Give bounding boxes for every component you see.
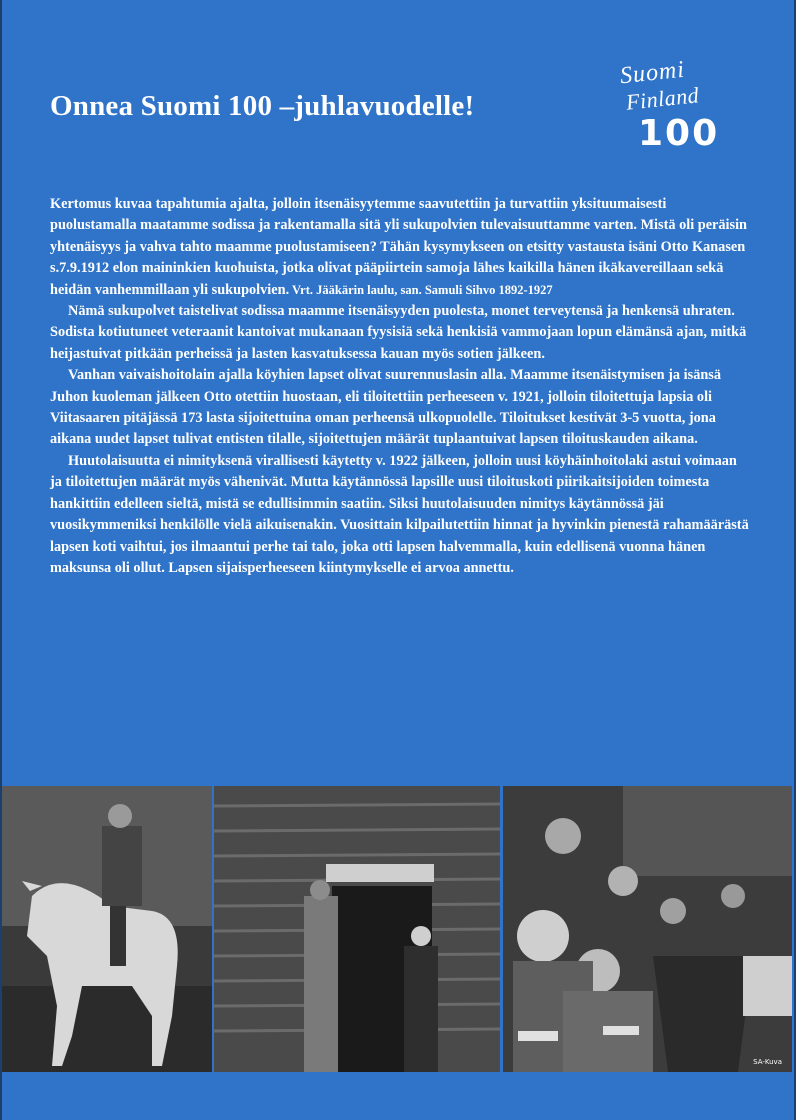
paragraph-text: Kertomus kuvaa tapahtumia ajalta, jolloin itsenäisyytemme saavutettiin ja turvattiin yksituumaisesti puolustamalla maatamme sodissa ja rakentamalla sitä yli sukupolvien tulevaisuuttamme varten. Mistä oli peräisin yhtenäisyys ja vahva tahto maamme puolustamiseen? Tähän kysymykseen on etsitty vastausta isäni Otto Kanasen s.7.9.1912 elon maininkien kuohuista, jotka olivat pääpiirtein samoja lähes kaikilla hänen ikäkavereillaan sekä heidän vanhemmillaan yli sukupolvien. bbox=[50, 196, 747, 298]
photo-strip bbox=[0, 786, 796, 1076]
paragraph: Nämä sukupolvet taistelivat sodissa maamme itsenäisyyden puolesta, monet terveytensä ja henkensä uhraten. Sodista kotiutuneet veteraanit kantoivat mukanaan fyysisiä sekä henkisiä vammojaan lopun elämänsä ajan, mitkä heijastuivat pitkään perheissä ja lasten kasvatuksessa kauan myös sotien jälkeen. bbox=[50, 303, 747, 362]
suomi-finland-100-logo bbox=[612, 58, 738, 154]
article-body bbox=[50, 194, 750, 579]
logo-script-finland: Finland bbox=[624, 82, 701, 115]
paragraph-reference-note: Vrt. Jääkärin laulu, san. Samuli Sihvo 1892-1927 bbox=[289, 282, 553, 297]
paragraph: Huutolaisuutta ei nimityksenä virallisesti käytetty v. 1922 jälkeen, jolloin uusi köyhäinhoitolaki astui voimaan ja tiloitettujen määrät myös vähenivät. Mutta käytännössä lapsille uusi tiloituskoti piirikaitsijoiden toimesta hankittiin edelleen sieltä, mistä se edullisimmin saatiin. Siksi huutolaisuuden nimitys käytännössä jäi vuosikymmeniksi henkilölle vielä aikuisenakin. Vuosittain kilpailutettiin hinnat ja hyvinkin pienestä rahamäärästä lapsen koti vaihtui, jos ilmaantui perhe tai talo, joka otti lapsen halvemmalla, kuin edellisenä vuonna hänen maksunsa oli ollut. Lapsen sijaisperheeseen kiintymykselle ei arvoa annettu. bbox=[50, 452, 749, 576]
logo-script-suomi: Suomi bbox=[618, 56, 687, 90]
photo-soldier-on-horse bbox=[2, 786, 212, 1072]
photo-log-house-doorway bbox=[214, 786, 500, 1072]
paragraph: Vanhan vaivaishoitolain ajalla köyhien lapset olivat suurennuslasin alla. Maamme itsenäistymisen ja isänsä Juhon kuoleman jälkeen Otto otettiin huostaan, eli tiloitettiin perheeseen v. 1921, jolloin tiloitettuja lapsia oli Viitasaaren pitäjässä 173 lasta sijoitettuina oman perheensä ulkopuolelle. Tiloitukset kestivät 3-5 vuotta, jona aikana uudet lapset tulivat entisten tilalle, sijoitettujen määrät tuplaantuivat lapsen tiloituskauden aikana. bbox=[50, 367, 722, 448]
paragraph-intro bbox=[50, 194, 750, 301]
photo-soldiers-reading-dugout bbox=[503, 786, 792, 1072]
logo-number: 100 bbox=[638, 113, 720, 154]
photo-credit: SA-Kuva bbox=[753, 1058, 782, 1066]
page-title: Onnea Suomi 100 –juhlavuodelle! bbox=[50, 90, 475, 122]
